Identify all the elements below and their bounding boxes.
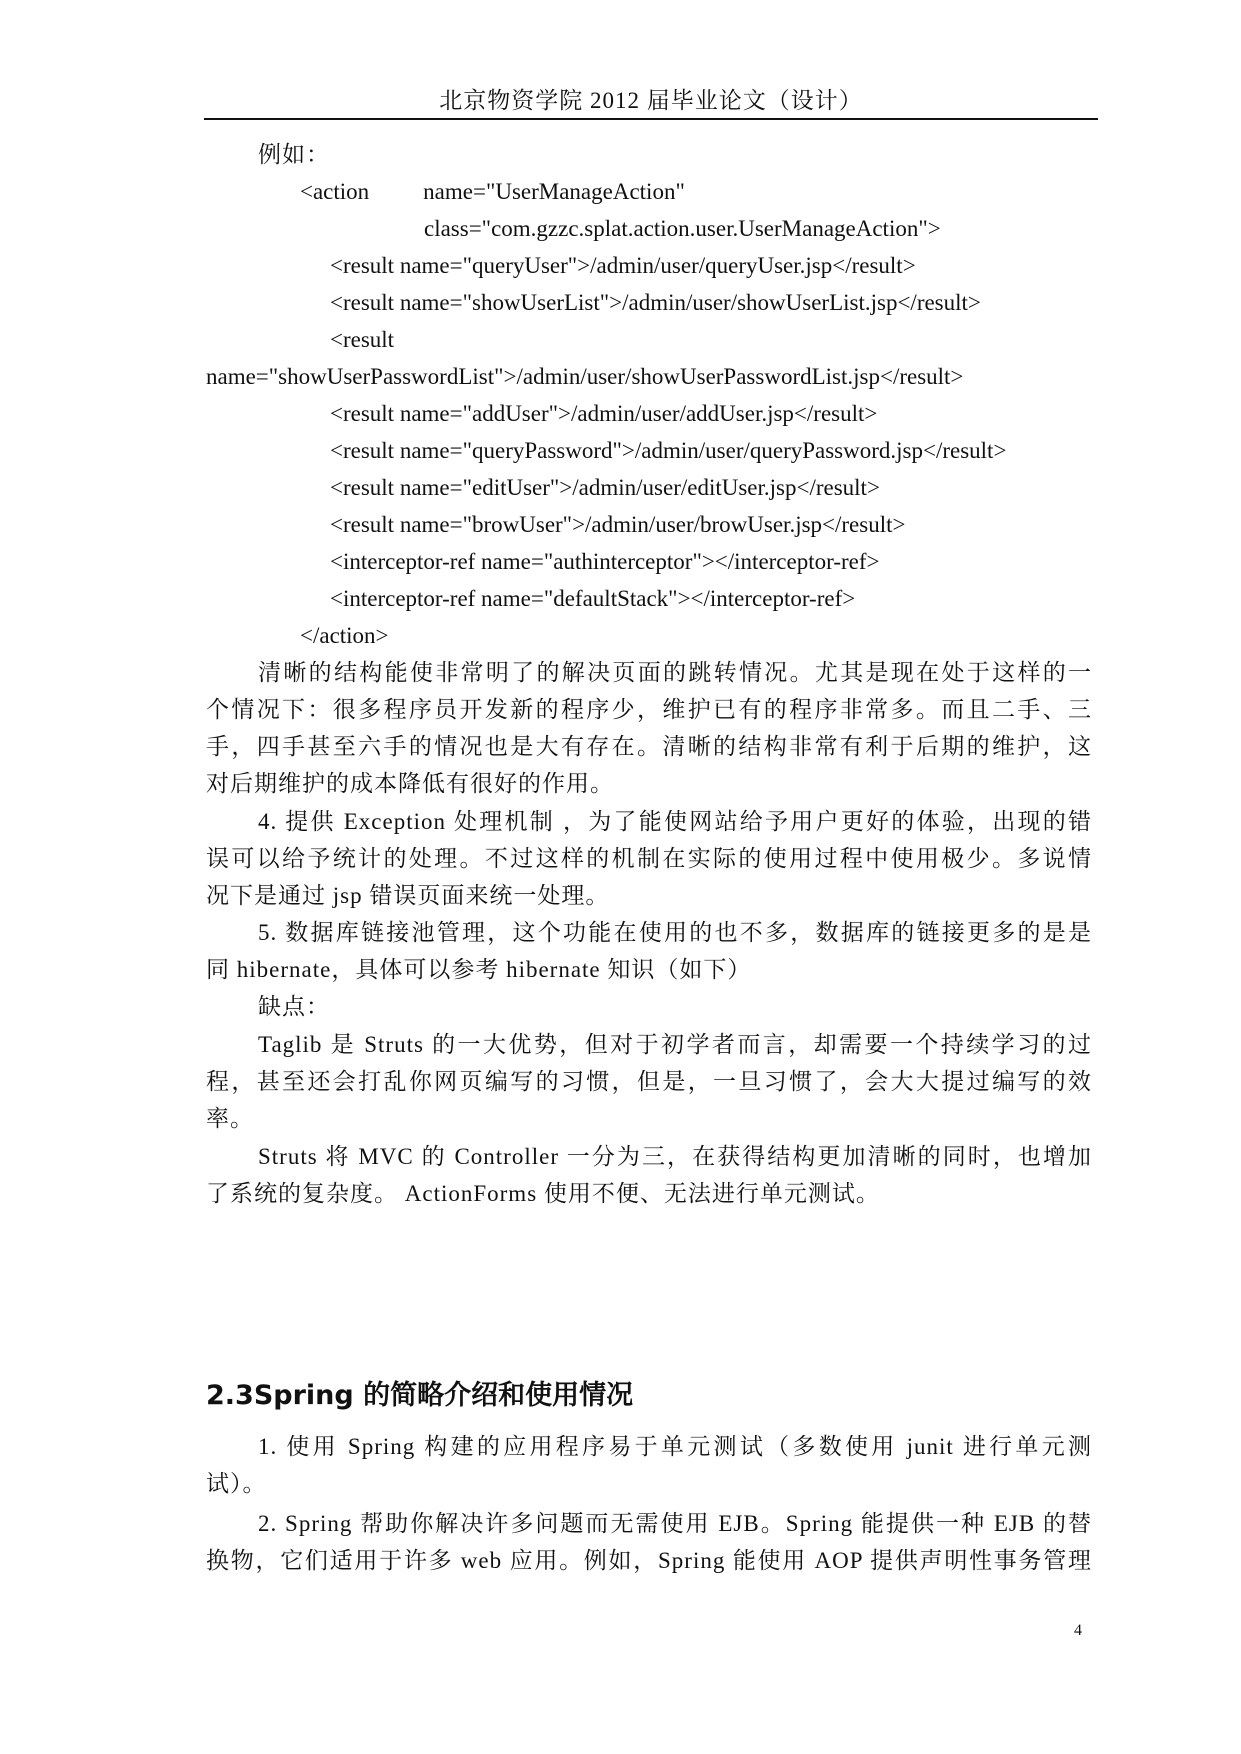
code-line: <interceptor-ref name="defaultStack"></interceptor-ref> — [330, 586, 856, 611]
code-line-action-class: class="com.gzzc.splat.action.user.UserManageAction"> — [424, 216, 941, 241]
body-text-line: Taglib 是 Struts 的一大优势，但对于初学者而言，却需要一个持续学习的过 — [258, 1032, 1092, 1057]
code-line-action-open — [300, 177, 685, 207]
body-text-line: 误可以给予统计的处理。不过这样的机制在实际的使用过程中使用极少。多说情 — [206, 846, 1092, 871]
body-text-line: 况下是通过 jsp 错误页面来统一处理。 — [206, 883, 610, 908]
body-text-line: 清晰的结构能使非常明了的解决页面的跳转情况。尤其是现在处于这样的一 — [258, 660, 1092, 685]
code-line: <result name="browUser">/admin/user/browUser.jsp</result> — [330, 512, 906, 537]
body-text-line: 了系统的复杂度。 ActionForms 使用不便、无法进行单元测试。 — [206, 1181, 880, 1206]
drawbacks-label: 缺点： — [258, 994, 330, 1019]
code-action-name: name="UserManageAction" — [423, 179, 685, 204]
section-heading: 2.3Spring 的简略介绍和使用情况 — [206, 1380, 634, 1411]
example-intro: 例如： — [258, 142, 330, 167]
code-line: <result name="showUserList">/admin/user/showUserList.jsp</result> — [330, 290, 981, 315]
body-text-line: 对后期维护的成本降低有很好的作用。 — [206, 771, 614, 796]
header-divider — [204, 118, 1098, 120]
code-line: <result — [330, 327, 395, 352]
code-line: <result name="queryUser">/admin/user/queryUser.jsp</result> — [330, 253, 916, 278]
body-text-line: 5. 数据库链接池管理，这个功能在使用的也不多，数据库的链接更多的是是 — [258, 920, 1092, 945]
page-number: 4 — [1074, 1622, 1082, 1639]
body-text-line: 2. Spring 帮助你解决许多问题而无需使用 EJB。Spring 能提供一种 EJB 的替 — [258, 1511, 1092, 1536]
code-line: name="showUserPasswordList">/admin/user/showUserPasswordList.jsp</result> — [206, 364, 964, 389]
body-text-line: Struts 将 MVC 的 Controller 一分为三，在获得结构更加清晰的同时，也增加 — [258, 1144, 1092, 1169]
body-text-line: 程，甚至还会打乱你网页编写的习惯，但是，一旦习惯了，会大大提过编写的效 — [206, 1069, 1092, 1094]
body-text-line: 手，四手甚至六手的情况也是大有存在。清晰的结构非常有利于后期的维护，这 — [206, 734, 1092, 759]
code-line: <interceptor-ref name="authinterceptor"></interceptor-ref> — [330, 549, 880, 574]
body-text-line: 1. 使用 Spring 构建的应用程序易于单元测试（多数使用 junit 进行单元测 — [258, 1434, 1092, 1459]
code-line: <result name="queryPassword">/admin/user/queryPassword.jsp</result> — [330, 438, 1007, 463]
body-text-line: 试）。 — [206, 1471, 267, 1496]
body-text-line: 换物，它们适用于许多 web 应用。例如，Spring 能使用 AOP 提供声明性事务管理 — [206, 1548, 1092, 1573]
code-line: <result name="editUser">/admin/user/editUser.jsp</result> — [330, 475, 880, 500]
body-text-line: 同 hibernate，具体可以参考 hibernate 知识（如下） — [206, 957, 752, 982]
code-line-action-close: </action> — [300, 623, 389, 648]
code-action-tag: <action — [300, 179, 370, 204]
page-header: 北京物资学院 2012 届毕业论文（设计） — [439, 88, 863, 113]
code-line: <result name="addUser">/admin/user/addUser.jsp</result> — [330, 401, 878, 426]
body-text-line: 个情况下：很多程序员开发新的程序少，维护已有的程序非常多。而且二手、三 — [206, 697, 1092, 722]
body-text-line: 4. 提供 Exception 处理机制 ，为了能使网站给予用户更好的体验，出现的错 — [258, 809, 1092, 834]
body-text-line: 率。 — [206, 1106, 254, 1131]
